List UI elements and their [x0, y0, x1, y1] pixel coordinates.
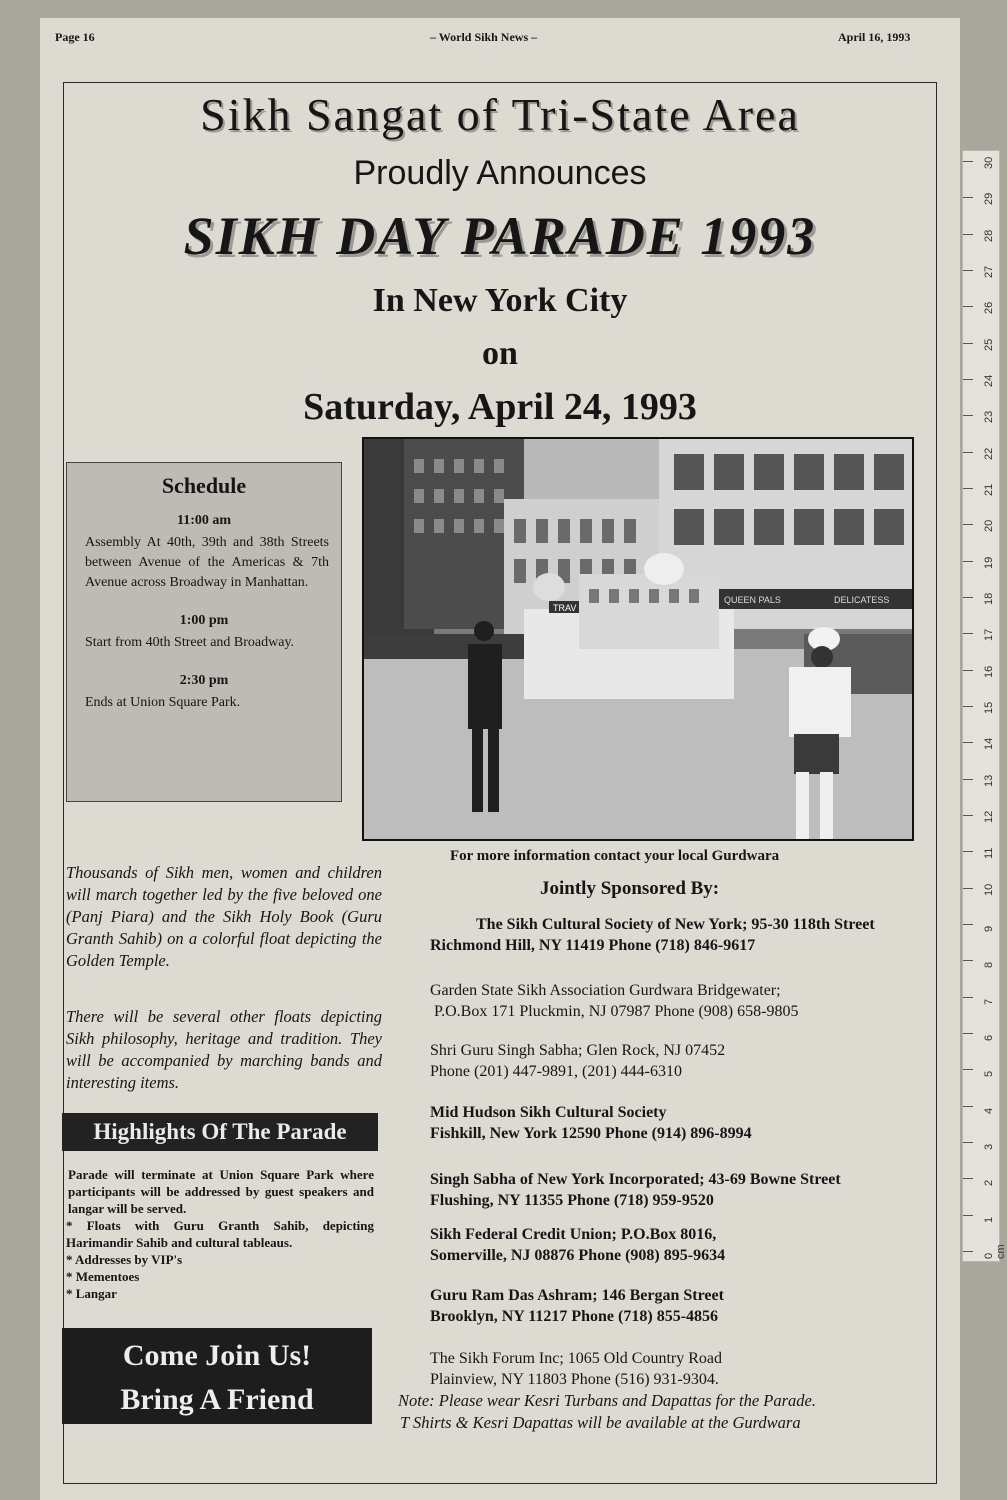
ruler-tick	[963, 997, 973, 998]
ruler-number: 22	[983, 447, 995, 460]
sponsor-line: Guru Ram Das Ashram; 146 Bergan Street	[430, 1287, 724, 1304]
sponsor-line: Mid Hudson Sikh Cultural Society	[430, 1104, 667, 1121]
sponsor-line: Somerville, NJ 08876 Phone (908) 895-9634	[430, 1247, 726, 1264]
ruler-number: 30	[983, 156, 995, 169]
highlight-item: * Mementoes	[66, 1269, 140, 1284]
highlights-list	[62, 1166, 374, 1302]
sponsor-line: Shri Guru Singh Sabha; Glen Rock, NJ 07452	[430, 1042, 726, 1059]
ruler-tick	[963, 197, 973, 198]
sponsor-line: P.O.Box 171 Pluckmin, NJ 07987 Phone (908) 658-9805	[434, 1003, 799, 1020]
ruler-number: 26	[983, 302, 995, 315]
ruler-number: 24	[983, 374, 995, 387]
ad-title: Sikh Sangat of Tri-State Area	[200, 89, 800, 140]
ruler-number: 0 cm	[983, 1244, 1007, 1259]
highlights-banner: Highlights Of The Parade	[62, 1113, 378, 1151]
more-info: For more information contact your local Gurdwara	[450, 848, 780, 864]
ruler-tick	[963, 452, 973, 453]
sponsor-line: Flushing, NY 11355 Phone (718) 959-9520	[430, 1192, 714, 1209]
schedule-text: Ends at Union Square Park.	[85, 695, 241, 710]
ruler-tick	[963, 415, 973, 416]
ruler-tick	[963, 1033, 973, 1034]
ruler-tick	[963, 633, 973, 634]
join-line: Bring A Friend	[120, 1383, 314, 1416]
ruler-number: 14	[983, 738, 995, 751]
sponsor-entry	[430, 1224, 910, 1266]
ruler-tick	[963, 779, 973, 780]
sponsor-line: Brooklyn, NY 11217 Phone (718) 855-4856	[430, 1308, 719, 1325]
jointly-sponsored-heading: Jointly Sponsored By:	[540, 878, 720, 899]
sponsor-line: The Sikh Cultural Society of New York; 95-30 118th Street	[476, 916, 875, 933]
ruler-tick	[963, 670, 973, 671]
ad-announces: Proudly Announces	[353, 154, 647, 192]
ruler-tick	[963, 343, 973, 344]
ruler-number: 11	[983, 847, 995, 860]
highlight-item: * Addresses by VIP's	[66, 1252, 183, 1267]
event-title: SIKH DAY PARADE 1993	[183, 206, 817, 266]
event-date: Saturday, April 24, 1993	[303, 386, 697, 428]
sponsor-line: Richmond Hill, NY 11419 Phone (718) 846-9617	[430, 937, 756, 954]
sponsor-entry	[430, 1102, 910, 1144]
intro-paragraph: Thousands of Sikh men, women and children will march together led by the five beloved one (Panj Piara) and the Sikh Holy Book (Guru Granth Sahib) on a colorful float depicting the Golden Temple.	[66, 863, 382, 970]
ruler-number: 17	[983, 629, 995, 642]
note-line: Note: Please wear Kesri Turbans and Dapattas for the Parade.	[398, 1391, 816, 1410]
sponsor-entry	[430, 1040, 910, 1082]
schedule-box	[66, 462, 342, 802]
sponsor-line: Sikh Federal Credit Union; P.O.Box 8016,	[430, 1226, 717, 1243]
ruler-number: 13	[983, 774, 995, 787]
ruler-number: 5	[983, 1071, 995, 1078]
schedule-text: Start from 40th Street and Broadway.	[85, 635, 295, 650]
ruler-tick	[963, 1215, 973, 1216]
event-on: on	[482, 335, 518, 372]
ruler-number: 18	[983, 592, 995, 605]
sponsor-line: Singh Sabha of New York Incorporated; 43-69 Bowne Street	[430, 1171, 841, 1188]
ruler-tick	[963, 815, 973, 816]
ruler-tick	[963, 488, 973, 489]
issue-date: April 16, 1993	[838, 30, 911, 44]
sponsor-line: Plainview, NY 11803 Phone (516) 931-9304.	[430, 1371, 719, 1388]
highlight-item: Parade will terminate at Union Square Park where participants will be addressed by guest speakers and langar will be served.	[68, 1167, 374, 1216]
note-line: T Shirts & Kesri Dapattas will be available at the Gurdwara	[400, 1413, 801, 1432]
ruler-number: 15	[983, 701, 995, 714]
ruler-tick	[963, 888, 973, 889]
ruler-number: 29	[983, 193, 995, 206]
schedule-time: 11:00 am	[176, 513, 232, 528]
ruler-number: 19	[983, 556, 995, 569]
ruler-tick	[963, 561, 973, 562]
parade-photo	[362, 437, 914, 841]
ruler-number: 2	[983, 1180, 995, 1187]
photo-sign: TRAV	[553, 603, 577, 613]
ruler-number: 21	[983, 483, 995, 496]
ruler-tick	[963, 379, 973, 380]
ruler-number: 28	[983, 229, 995, 242]
newspaper-name: – World Sikh News –	[430, 30, 538, 44]
ruler-tick	[963, 1142, 973, 1143]
ruler-tick	[963, 706, 973, 707]
ruler-number: 20	[983, 520, 995, 533]
note	[398, 1390, 938, 1434]
ruler-number: 25	[983, 338, 995, 351]
ruler-number: 1	[983, 1216, 995, 1223]
sponsor-line: Garden State Sikh Association Gurdwara Bridgewater;	[430, 982, 781, 999]
highlight-item: * Langar	[66, 1286, 117, 1301]
ruler-number: 27	[983, 265, 995, 278]
ruler-number: 9	[983, 925, 995, 932]
highlight-item: * Floats with Guru Granth Sahib, depicting Harimandir Sahib and cultural tableaus.	[66, 1218, 374, 1250]
photo-sign: QUEEN PALS	[724, 595, 781, 605]
ruler-tick	[963, 306, 973, 307]
ruler-number: 6	[983, 1034, 995, 1041]
ruler-tick	[963, 597, 973, 598]
ruler-tick	[963, 1069, 973, 1070]
ruler-number: 4	[983, 1107, 995, 1114]
schedule-text: Assembly At 40th, 39th and 38th Streets between Avenue of the Americas & 7th Avenue across Broadway in Manhattan.	[85, 535, 329, 590]
ruler-tick	[963, 960, 973, 961]
schedule-title: Schedule	[161, 473, 247, 498]
ruler-number: 16	[983, 665, 995, 678]
sponsor-line: The Sikh Forum Inc; 1065 Old Country Road	[430, 1350, 722, 1367]
ruler-tick	[963, 524, 973, 525]
ruler-number: 12	[983, 810, 995, 823]
ruler	[962, 150, 1007, 1262]
ruler-tick	[963, 924, 973, 925]
sponsor-entry	[430, 1285, 910, 1327]
join-box	[62, 1328, 372, 1424]
photo-sign: DELICATESS	[834, 595, 890, 605]
join-line: Come Join Us!	[122, 1339, 312, 1372]
ruler-number: 7	[983, 998, 995, 1005]
sponsor-entry	[430, 980, 910, 1022]
schedule-time: 1:00 pm	[179, 613, 229, 628]
ruler-tick	[963, 161, 973, 162]
ruler-number: 23	[983, 411, 995, 424]
sponsor-line: Fishkill, New York 12590 Phone (914) 896-8994	[430, 1125, 752, 1142]
ruler-tick	[963, 742, 973, 743]
sponsor-entry	[430, 1169, 910, 1211]
ruler-number: 10	[983, 883, 995, 896]
intro-paragraph: There will be several other floats depicting Sikh philosophy, heritage and tradition. They will be accompanied by marching bands and interesting items.	[66, 1007, 382, 1092]
ruler-tick	[963, 1251, 973, 1252]
ruler-tick	[963, 270, 973, 271]
event-location: In New York City	[372, 282, 628, 319]
page-number: Page 16	[55, 30, 95, 44]
sponsor-entry	[430, 1348, 910, 1390]
schedule-time: 2:30 pm	[179, 673, 229, 688]
sponsor-line: Phone (201) 447-9891, (201) 444-6310	[430, 1063, 682, 1080]
ruler-number: 8	[983, 962, 995, 969]
ruler-tick	[963, 1106, 973, 1107]
ruler-tick	[963, 1178, 973, 1179]
ruler-tick	[963, 851, 973, 852]
ruler-number: 3	[983, 1143, 995, 1150]
ruler-tick	[963, 234, 973, 235]
sponsor-entry	[430, 914, 910, 956]
